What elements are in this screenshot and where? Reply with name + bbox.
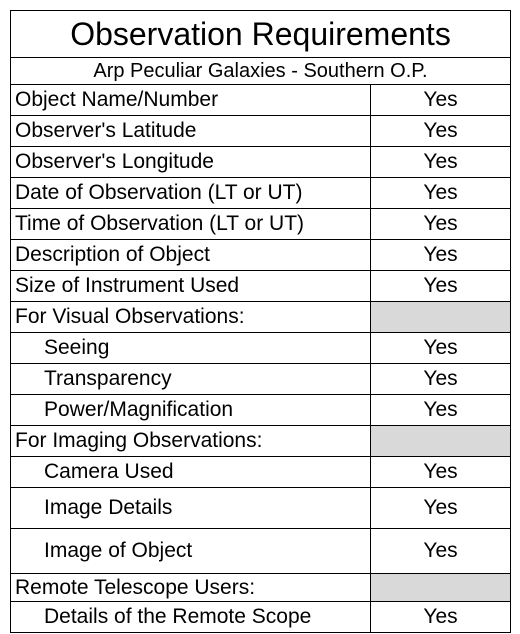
section-shaded-cell — [371, 302, 511, 333]
observation-requirements-table — [10, 10, 511, 633]
requirement-value: Yes — [371, 178, 511, 209]
section-header-row — [11, 426, 511, 457]
requirement-label: Transparency — [11, 364, 371, 395]
requirement-value: Yes — [371, 457, 511, 488]
requirement-value: Yes — [371, 529, 511, 574]
section-header-remote: Remote Telescope Users: — [11, 574, 371, 602]
requirement-value: Yes — [371, 209, 511, 240]
table-row — [11, 116, 511, 147]
requirement-value: Yes — [371, 333, 511, 364]
table-row — [11, 333, 511, 364]
table-title: Observation Requirements — [11, 11, 511, 58]
requirement-label: Observer's Latitude — [11, 116, 371, 147]
requirement-label: Observer's Longitude — [11, 147, 371, 178]
requirement-value: Yes — [371, 240, 511, 271]
requirement-label: Camera Used — [11, 457, 371, 488]
requirement-value: Yes — [371, 147, 511, 178]
table-row — [11, 240, 511, 271]
subtitle-row — [11, 58, 511, 85]
requirement-label: Description of Object — [11, 240, 371, 271]
table-row — [11, 178, 511, 209]
table-row — [11, 209, 511, 240]
requirement-label: Time of Observation (LT or UT) — [11, 209, 371, 240]
table-row — [11, 364, 511, 395]
table-row — [11, 395, 511, 426]
table-row — [11, 602, 511, 633]
section-header-row — [11, 302, 511, 333]
table-subtitle: Arp Peculiar Galaxies - Southern O.P. — [11, 58, 511, 85]
table-row — [11, 529, 511, 574]
requirement-label: Object Name/Number — [11, 85, 371, 116]
requirement-label: Details of the Remote Scope — [11, 602, 371, 633]
table-row — [11, 85, 511, 116]
section-header-row — [11, 574, 511, 602]
requirement-value: Yes — [371, 364, 511, 395]
table-row — [11, 488, 511, 529]
requirement-value: Yes — [371, 395, 511, 426]
requirement-label: Image of Object — [11, 529, 371, 574]
requirement-value: Yes — [371, 116, 511, 147]
table-row — [11, 147, 511, 178]
section-shaded-cell — [371, 426, 511, 457]
requirement-label: Seeing — [11, 333, 371, 364]
section-header-visual: For Visual Observations: — [11, 302, 371, 333]
requirement-label: Date of Observation (LT or UT) — [11, 178, 371, 209]
requirement-value: Yes — [371, 85, 511, 116]
section-header-imaging: For Imaging Observations: — [11, 426, 371, 457]
requirement-value: Yes — [371, 271, 511, 302]
title-row — [11, 11, 511, 58]
section-shaded-cell — [371, 574, 511, 602]
requirement-value: Yes — [371, 488, 511, 529]
requirement-label: Power/Magnification — [11, 395, 371, 426]
table-row — [11, 457, 511, 488]
requirement-label: Size of Instrument Used — [11, 271, 371, 302]
requirement-label: Image Details — [11, 488, 371, 529]
requirement-value: Yes — [371, 602, 511, 633]
table-row — [11, 271, 511, 302]
